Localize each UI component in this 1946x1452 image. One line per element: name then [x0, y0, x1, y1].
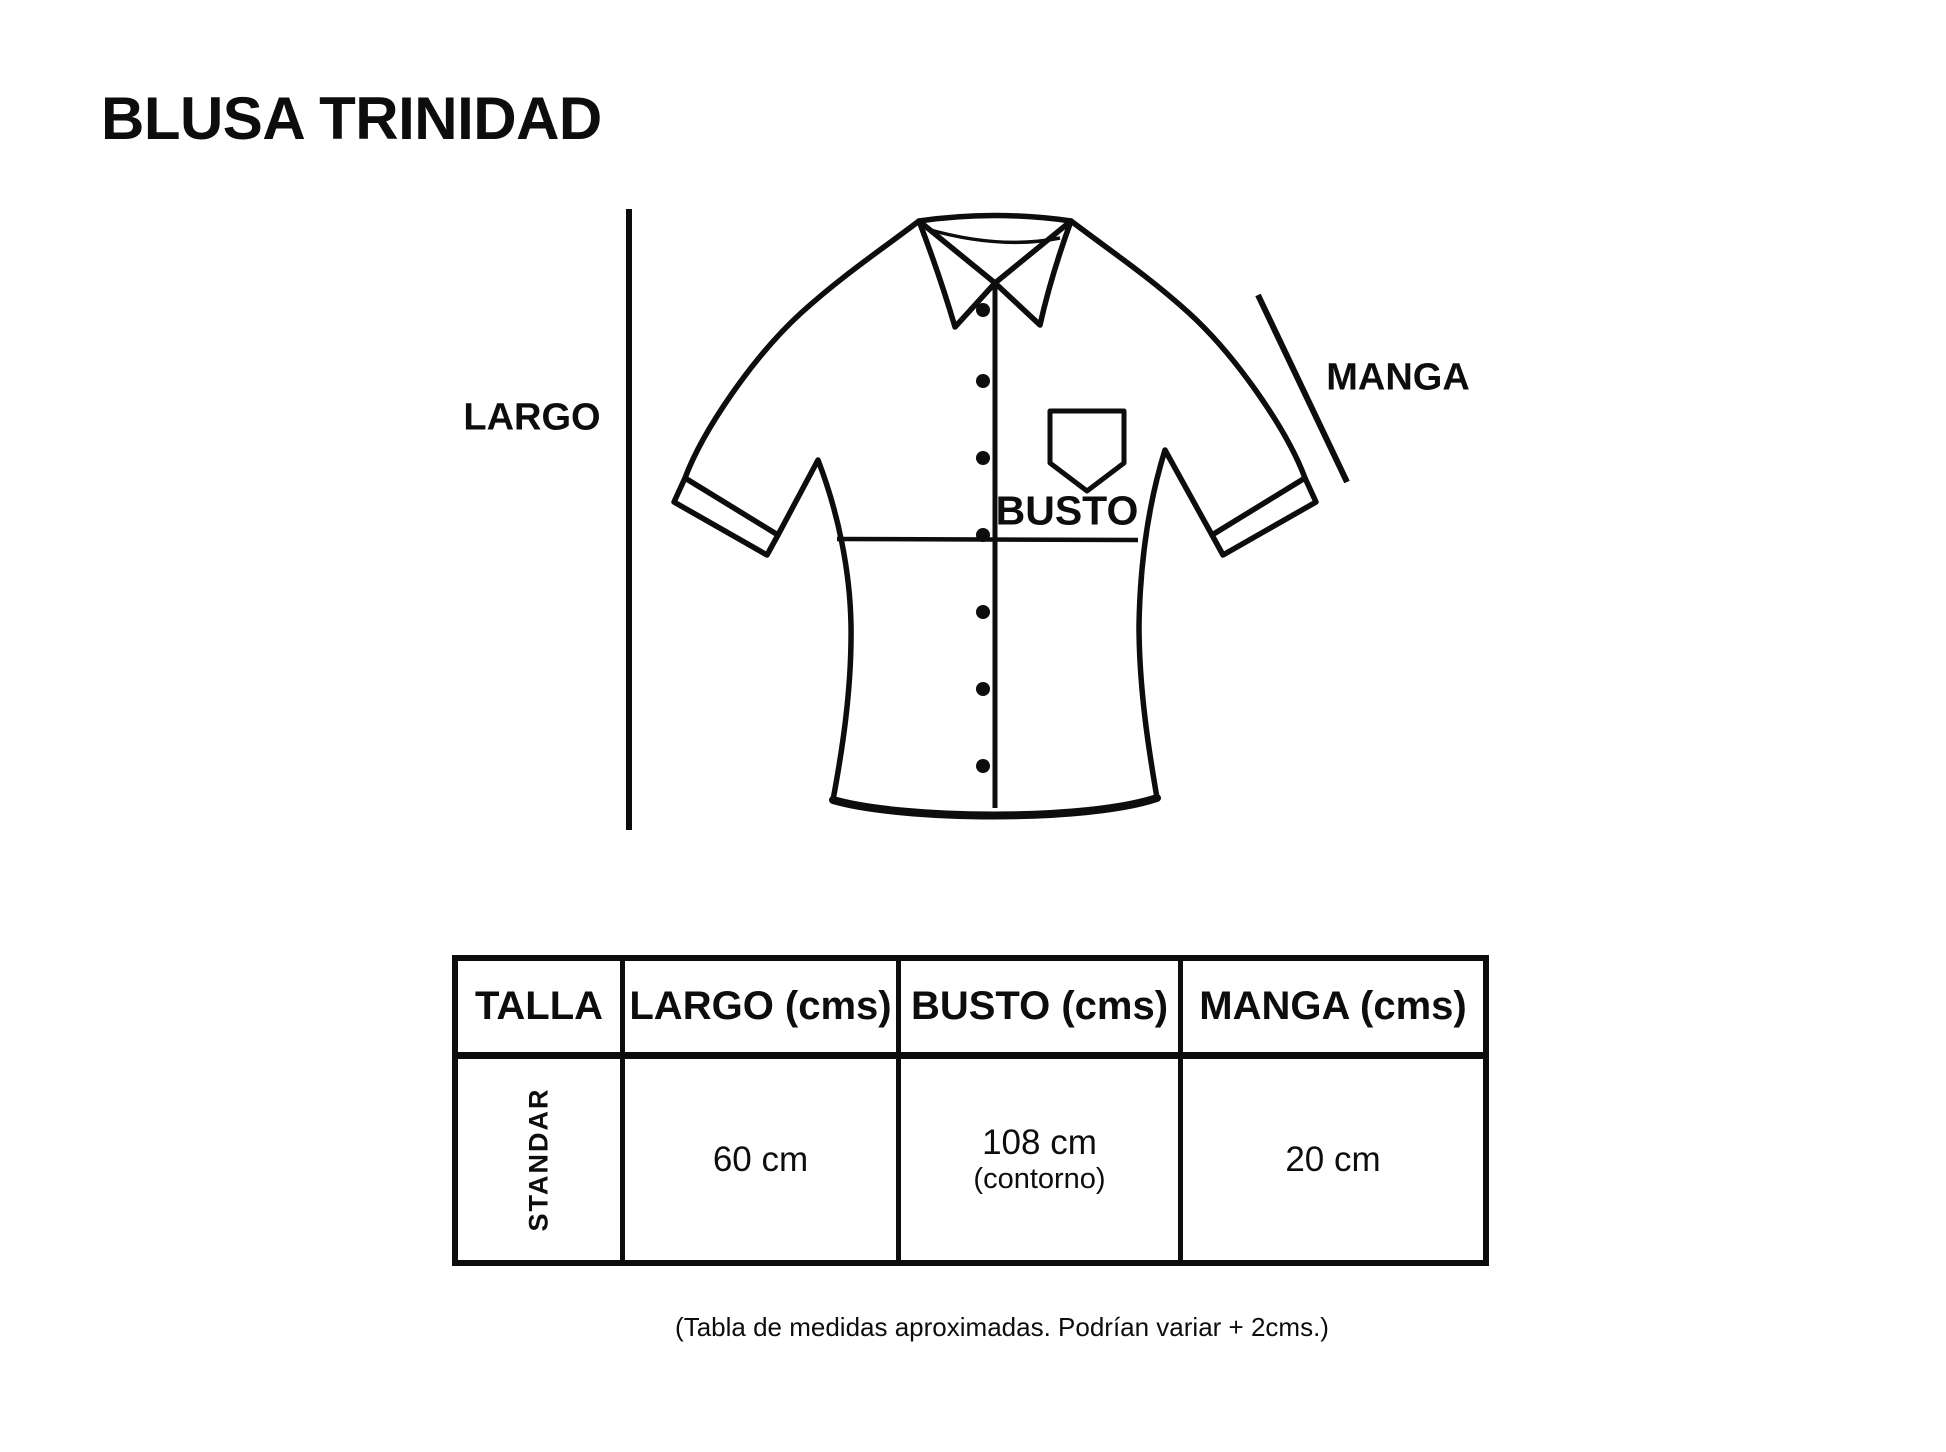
button-dot: [976, 682, 990, 696]
footnote: (Tabla de medidas aproximadas. Podrían variar + 2cms.): [675, 1312, 1329, 1342]
button-dot: [976, 374, 990, 388]
size-value-busto-group: [973, 1123, 1105, 1197]
size-table-cell-talla: [458, 1059, 625, 1260]
size-value-talla: STANDAR: [523, 1087, 554, 1232]
size-table-header-talla: TALLA: [458, 961, 625, 1059]
size-table-header-largo: LARGO (cms): [625, 961, 901, 1059]
label-largo: LARGO: [463, 396, 601, 439]
size-table-cell-largo: [625, 1059, 901, 1260]
button-dot: [976, 451, 990, 465]
size-table: [452, 955, 1489, 1266]
size-value-busto: 108 cm: [982, 1122, 1097, 1162]
busto-measure-line: [837, 539, 1138, 540]
size-value-largo: 60 cm: [712, 1139, 809, 1179]
size-table-cell-manga: [1183, 1059, 1483, 1260]
button-dot: [976, 605, 990, 619]
page-title: BLUSA TRINIDAD: [101, 85, 602, 152]
size-table-cell-busto: [901, 1059, 1183, 1260]
label-busto: BUSTO: [995, 487, 1139, 534]
size-value-busto-note: (contorno): [973, 1162, 1106, 1195]
size-table-header-manga: MANGA (cms): [1183, 961, 1483, 1059]
button-dot: [976, 759, 990, 773]
label-manga: MANGA: [1326, 356, 1470, 399]
size-value-manga: 20 cm: [1285, 1139, 1381, 1179]
size-table-header-busto: BUSTO (cms): [901, 961, 1183, 1059]
